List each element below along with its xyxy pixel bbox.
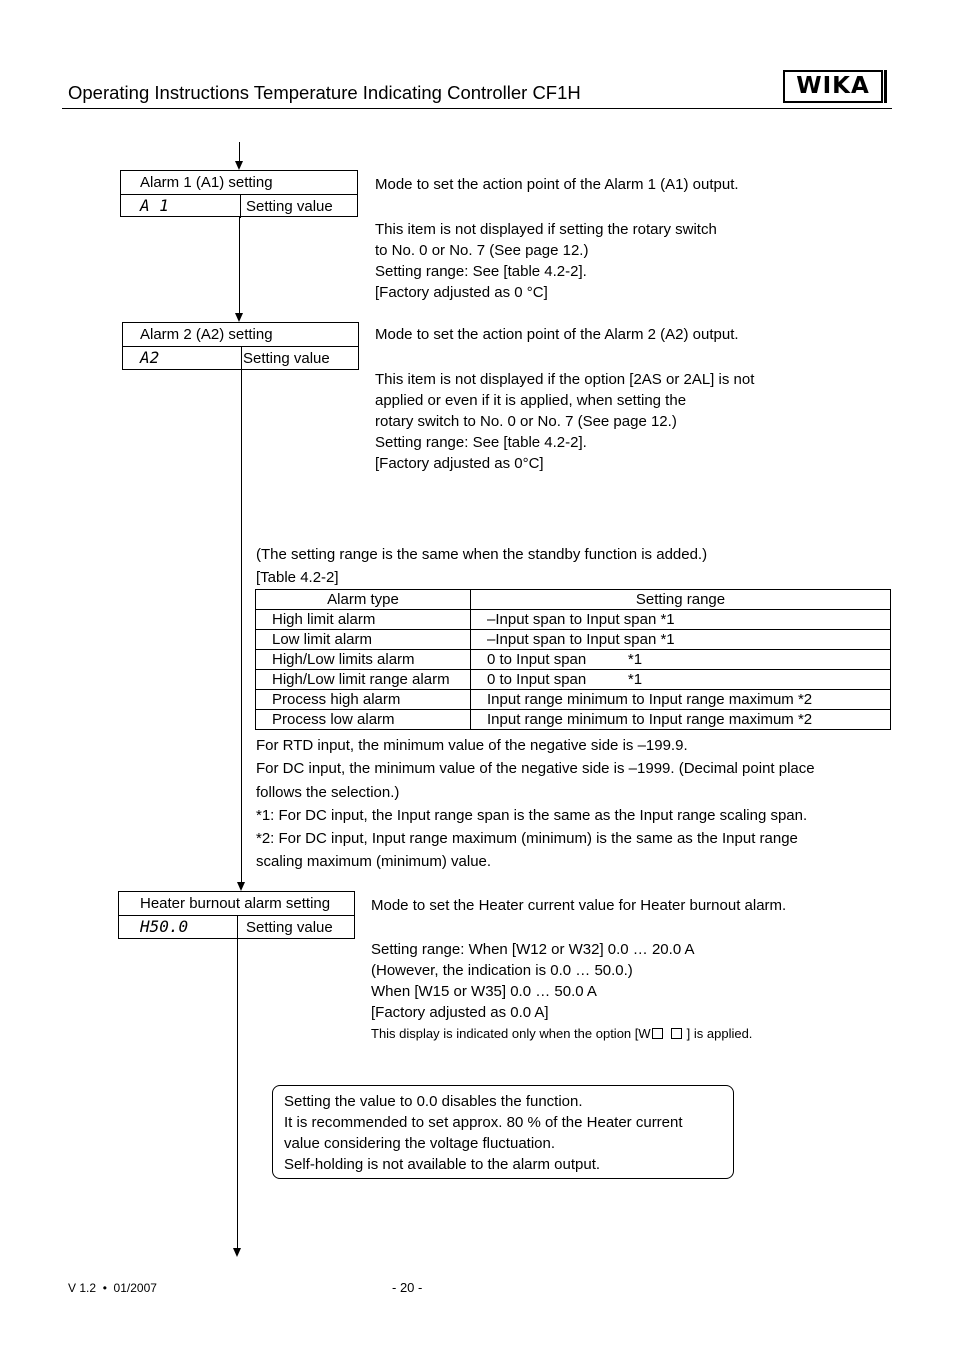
desc-line: Setting range: See [table 4.2-2].	[375, 434, 587, 451]
footer-version: V 1.2 • 01/2007	[68, 1281, 157, 1295]
table-row	[256, 650, 891, 670]
heater-description	[371, 895, 786, 1044]
table-cell: Low limit alarm	[256, 630, 471, 650]
heater-option-note	[371, 1023, 786, 1044]
heater-setting-value-label: Setting value	[246, 919, 333, 936]
note-text: This display is indicated only when the option [W	[371, 1026, 651, 1041]
alarm2-box	[122, 322, 359, 370]
table-header-cell: Setting range	[471, 590, 891, 610]
table-row	[256, 610, 891, 630]
desc-line: Mode to set the action point of the Alarm 1 (A1) output.	[375, 176, 739, 193]
table-header-row	[256, 590, 891, 610]
desc-line: When [W15 or W35] 0.0 … 50.0 A	[371, 983, 597, 1000]
table-cell: High/Low limits alarm	[256, 650, 471, 670]
desc-line: Setting range: When [W12 or W32] 0.0 … 20.0 A	[371, 941, 695, 958]
heater-burnout-box	[118, 891, 355, 939]
blank-box-icon	[652, 1028, 663, 1039]
alarm1-display-code: A 1	[121, 195, 241, 218]
desc-line	[375, 195, 739, 219]
wika-logo: WIKA	[783, 70, 883, 103]
note-line: For DC input, the minimum value of the negative side is –1999. (Decimal point place	[256, 760, 815, 778]
range-table-caption: [Table 4.2-2]	[256, 569, 339, 586]
heater-burnout-title: Heater burnout alarm setting	[119, 892, 354, 916]
desc-line: Setting range: See [table 4.2-2].	[375, 263, 587, 280]
desc-line: [Factory adjusted as 0 °C]	[375, 284, 548, 301]
table-cell: –Input span to Input span *1	[471, 630, 891, 650]
alarm2-setting-value-label: Setting value	[243, 350, 330, 367]
table-cell: High/Low limit range alarm	[256, 670, 471, 690]
table-cell: Process high alarm	[256, 690, 471, 710]
alarm1-title: Alarm 1 (A1) setting	[121, 171, 357, 195]
callout-line: It is recommended to set approx. 80 % of the Heater current	[284, 1114, 683, 1131]
table-cell: Input range minimum to Input range maximum *2	[471, 690, 891, 710]
table-row	[256, 690, 891, 710]
alarm1-box	[120, 170, 358, 217]
table-cell: Process low alarm	[256, 710, 471, 730]
table-row	[256, 670, 891, 690]
page-title: Operating Instructions Temperature Indicating Controller CF1H	[68, 82, 581, 103]
callout-line: Self-holding is not available to the alarm output.	[284, 1156, 601, 1173]
flow-arrow-icon	[235, 313, 243, 322]
heater-display-code: H50.0	[119, 916, 238, 939]
table-row	[256, 630, 891, 650]
desc-line: [Factory adjusted as 0°C]	[375, 455, 544, 472]
note-line: *1: For DC input, the Input range span is the same as the Input range scaling span.	[256, 806, 808, 824]
desc-line	[375, 345, 754, 369]
desc-line: [Factory adjusted as 0.0 A]	[371, 1004, 549, 1021]
callout-line: Setting the value to 0.0 disables the function.	[284, 1093, 583, 1110]
flow-arrow-icon	[235, 161, 243, 170]
desc-line: Mode to set the action point of the Alarm 2 (A2) output.	[375, 326, 739, 343]
note-line: scaling maximum (minimum) value.	[256, 853, 492, 871]
desc-line: Mode to set the Heater current value for Heater burnout alarm.	[371, 897, 787, 914]
alarm2-display-code: A2	[123, 347, 242, 370]
flow-arrow-icon	[233, 1248, 241, 1257]
desc-line: (However, the indication is 0.0 … 50.0.)	[371, 962, 633, 979]
alarm2-description	[375, 324, 754, 474]
note-line: For RTD input, the minimum value of the negative side is –199.9.	[256, 737, 688, 754]
alarm1-description	[375, 174, 739, 303]
table-cell: 0 to Input span *1	[471, 650, 891, 670]
flow-line	[239, 142, 240, 162]
callout-line: value considering the voltage fluctuation.	[284, 1135, 556, 1152]
alarm-setting-range-table	[255, 589, 891, 730]
note-line: follows the selection.)	[256, 783, 400, 801]
table-cell: 0 to Input span *1	[471, 670, 891, 690]
heater-callout-note	[272, 1085, 734, 1179]
flow-arrow-icon	[237, 882, 245, 891]
blank-box-icon	[671, 1028, 682, 1039]
desc-line: applied or even if it is applied, when setting the	[375, 392, 687, 409]
range-table-pre-note: (The setting range is the same when the standby function is added.)	[256, 546, 708, 563]
desc-line	[371, 916, 786, 939]
table-cell: High limit alarm	[256, 610, 471, 630]
table-cell: –Input span to Input span *1	[471, 610, 891, 630]
alarm1-setting-value-label: Setting value	[246, 198, 333, 215]
note-line: *2: For DC input, Input range maximum (minimum) is the same as the Input range	[256, 830, 798, 848]
note-text: ] is applied.	[686, 1026, 753, 1041]
table-header-cell: Alarm type	[256, 590, 471, 610]
header-divider	[62, 108, 892, 109]
footer-page-number: - 20 -	[392, 1280, 423, 1295]
flow-line	[239, 217, 240, 314]
desc-line: This item is not displayed if setting the rotary switch	[375, 221, 717, 238]
flow-line	[241, 370, 242, 883]
table-row	[256, 710, 891, 730]
table-cell: Input range minimum to Input range maximum *2	[471, 710, 891, 730]
desc-line: to No. 0 or No. 7 (See page 12.)	[375, 242, 589, 259]
desc-line: This item is not displayed if the option [2AS or 2AL] is not	[375, 371, 755, 388]
desc-line: rotary switch to No. 0 or No. 7 (See page 12.)	[375, 413, 677, 430]
alarm2-title: Alarm 2 (A2) setting	[123, 323, 358, 347]
range-table-notes	[256, 734, 815, 874]
flow-line	[237, 939, 238, 1249]
